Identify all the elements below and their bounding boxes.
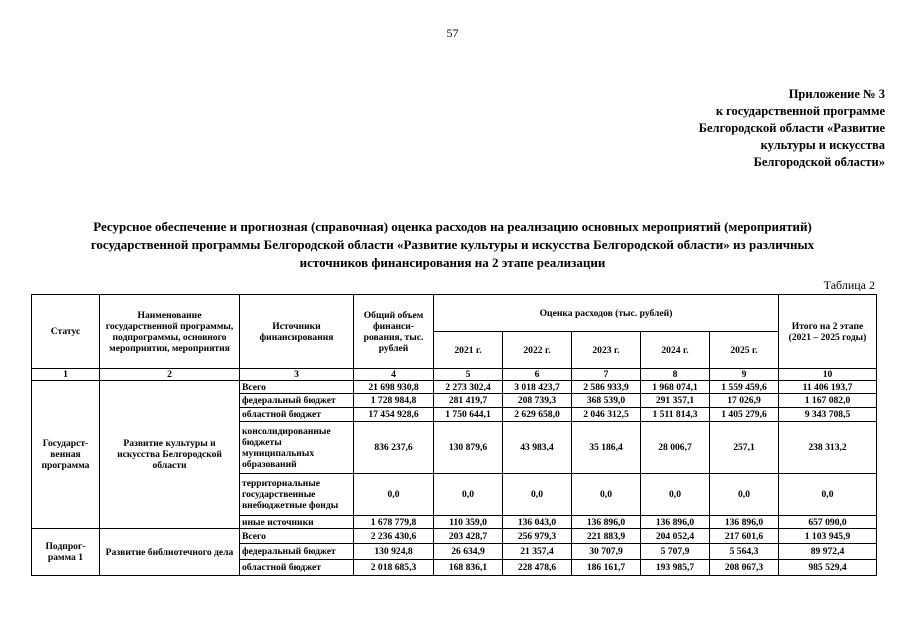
funding-source: областной бюджет bbox=[240, 408, 354, 422]
amount-cell: 5 564,3 bbox=[710, 544, 779, 560]
amount-cell: 657 090,0 bbox=[779, 516, 877, 529]
amount-cell: 136 896,0 bbox=[572, 516, 641, 529]
amount-cell: 0,0 bbox=[503, 474, 572, 516]
amount-cell: 5 707,9 bbox=[641, 544, 710, 560]
title-line: Ресурсное обеспечение и прогнозная (справочная) оценка расходов на реализацию основных мероприятий (мероприятий) bbox=[93, 219, 812, 234]
header-source: Источники финансирования bbox=[240, 295, 354, 369]
appendix-line: Белгородской области» bbox=[753, 155, 885, 169]
amount-cell: 0,0 bbox=[779, 474, 877, 516]
amount-cell: 836 237,6 bbox=[354, 422, 434, 474]
amount-cell: 291 357,1 bbox=[641, 394, 710, 408]
amount-cell: 1 511 814,3 bbox=[641, 408, 710, 422]
header-year: 2021 г. bbox=[434, 332, 503, 369]
funding-source: консолидированные бюджеты муниципальных образований bbox=[240, 422, 354, 474]
title-line: источников финансирования на 2 этапе реализации bbox=[299, 255, 606, 270]
amount-cell: 11 406 193,7 bbox=[779, 381, 877, 394]
appendix-line: Белгородской области «Развитие bbox=[698, 121, 885, 135]
amount-cell: 2 629 658,0 bbox=[503, 408, 572, 422]
amount-cell: 0,0 bbox=[434, 474, 503, 516]
amount-cell: 2 018 685,3 bbox=[354, 560, 434, 576]
amount-cell: 136 896,0 bbox=[641, 516, 710, 529]
header-estimate: Оценка расходов (тыс. рублей) bbox=[434, 295, 779, 332]
row-status: Государст-венная программа bbox=[32, 381, 100, 529]
appendix-header bbox=[600, 86, 885, 171]
amount-cell: 1 678 779,8 bbox=[354, 516, 434, 529]
column-number: 7 bbox=[572, 369, 641, 381]
amount-cell: 30 707,9 bbox=[572, 544, 641, 560]
amount-cell: 208 739,3 bbox=[503, 394, 572, 408]
column-number: 2 bbox=[100, 369, 240, 381]
row-program-name: Развитие библиотечного дела bbox=[100, 529, 240, 576]
amount-cell: 204 052,4 bbox=[641, 529, 710, 544]
header-name: Наименование государственной программы, подпрограммы, основного мероприятия, мероприятия bbox=[100, 295, 240, 369]
amount-cell: 1 728 984,8 bbox=[354, 394, 434, 408]
column-number: 9 bbox=[710, 369, 779, 381]
header-year: 2025 г. bbox=[710, 332, 779, 369]
amount-cell: 35 186,4 bbox=[572, 422, 641, 474]
amount-cell: 168 836,1 bbox=[434, 560, 503, 576]
amount-cell: 3 018 423,7 bbox=[503, 381, 572, 394]
header-year: 2023 г. bbox=[572, 332, 641, 369]
amount-cell: 1 559 459,6 bbox=[710, 381, 779, 394]
amount-cell: 186 161,7 bbox=[572, 560, 641, 576]
column-number: 6 bbox=[503, 369, 572, 381]
amount-cell: 26 634,9 bbox=[434, 544, 503, 560]
appendix-line: культуры и искусства bbox=[760, 138, 885, 152]
amount-cell: 0,0 bbox=[354, 474, 434, 516]
amount-cell: 17 454 928,6 bbox=[354, 408, 434, 422]
amount-cell: 203 428,7 bbox=[434, 529, 503, 544]
funding-source: федеральный бюджет bbox=[240, 394, 354, 408]
header-status: Статус bbox=[32, 295, 100, 369]
amount-cell: 1 405 279,6 bbox=[710, 408, 779, 422]
amount-cell: 257,1 bbox=[710, 422, 779, 474]
appendix-line: Приложение № 3 bbox=[788, 87, 885, 101]
amount-cell: 256 979,3 bbox=[503, 529, 572, 544]
amount-cell: 238 313,2 bbox=[779, 422, 877, 474]
amount-cell: 0,0 bbox=[710, 474, 779, 516]
header-year: 2024 г. bbox=[641, 332, 710, 369]
amount-cell: 28 006,7 bbox=[641, 422, 710, 474]
row-status: Подпрог-рамма 1 bbox=[32, 529, 100, 576]
amount-cell: 281 419,7 bbox=[434, 394, 503, 408]
amount-cell: 217 601,6 bbox=[710, 529, 779, 544]
column-number: 5 bbox=[434, 369, 503, 381]
table-label: Таблица 2 bbox=[823, 278, 875, 292]
column-number: 10 bbox=[779, 369, 877, 381]
amount-cell: 130 924,8 bbox=[354, 544, 434, 560]
amount-cell: 193 985,7 bbox=[641, 560, 710, 576]
amount-cell: 1 103 945,9 bbox=[779, 529, 877, 544]
funding-source: территориальные государственные внебюджетные фонды bbox=[240, 474, 354, 516]
amount-cell: 2 273 302,4 bbox=[434, 381, 503, 394]
amount-cell: 130 879,6 bbox=[434, 422, 503, 474]
resource-table bbox=[31, 294, 877, 576]
column-number: 1 bbox=[32, 369, 100, 381]
funding-source: Всего bbox=[240, 381, 354, 394]
column-number: 8 bbox=[641, 369, 710, 381]
amount-cell: 136 043,0 bbox=[503, 516, 572, 529]
funding-source: Всего bbox=[240, 529, 354, 544]
table-row bbox=[32, 529, 877, 544]
document-title bbox=[30, 218, 875, 272]
amount-cell: 110 359,0 bbox=[434, 516, 503, 529]
amount-cell: 2 046 312,5 bbox=[572, 408, 641, 422]
amount-cell: 985 529,4 bbox=[779, 560, 877, 576]
funding-source: федеральный бюджет bbox=[240, 544, 354, 560]
amount-cell: 1 968 074,1 bbox=[641, 381, 710, 394]
amount-cell: 21 357,4 bbox=[503, 544, 572, 560]
amount-cell: 21 698 930,8 bbox=[354, 381, 434, 394]
amount-cell: 0,0 bbox=[641, 474, 710, 516]
amount-cell: 1 750 644,1 bbox=[434, 408, 503, 422]
amount-cell: 89 972,4 bbox=[779, 544, 877, 560]
amount-cell: 2 236 430,6 bbox=[354, 529, 434, 544]
header-year: 2022 г. bbox=[503, 332, 572, 369]
amount-cell: 221 883,9 bbox=[572, 529, 641, 544]
amount-cell: 228 478,6 bbox=[503, 560, 572, 576]
title-line: государственной программы Белгородской области «Развитие культуры и искусства Белгородской области» из различных bbox=[90, 237, 815, 252]
amount-cell: 43 983,4 bbox=[503, 422, 572, 474]
appendix-line: к государственной программе bbox=[715, 104, 885, 118]
column-number: 4 bbox=[354, 369, 434, 381]
header-itogo: Итого на 2 этапе (2021 – 2025 годы) bbox=[779, 295, 877, 369]
column-number-row bbox=[32, 369, 877, 381]
funding-source: областной бюджет bbox=[240, 560, 354, 576]
column-number: 3 bbox=[240, 369, 354, 381]
page-number: 57 bbox=[446, 26, 459, 40]
amount-cell: 17 026,9 bbox=[710, 394, 779, 408]
amount-cell: 136 896,0 bbox=[710, 516, 779, 529]
amount-cell: 2 586 933,9 bbox=[572, 381, 641, 394]
amount-cell: 1 167 082,0 bbox=[779, 394, 877, 408]
table-row bbox=[32, 381, 877, 394]
amount-cell: 208 067,3 bbox=[710, 560, 779, 576]
amount-cell: 9 343 708,5 bbox=[779, 408, 877, 422]
funding-source: иные источники bbox=[240, 516, 354, 529]
amount-cell: 368 539,0 bbox=[572, 394, 641, 408]
amount-cell: 0,0 bbox=[572, 474, 641, 516]
header-total: Общий объем финанси-рования, тыс. рублей bbox=[354, 295, 434, 369]
row-program-name: Развитие культуры и искусства Белгородской области bbox=[100, 381, 240, 529]
